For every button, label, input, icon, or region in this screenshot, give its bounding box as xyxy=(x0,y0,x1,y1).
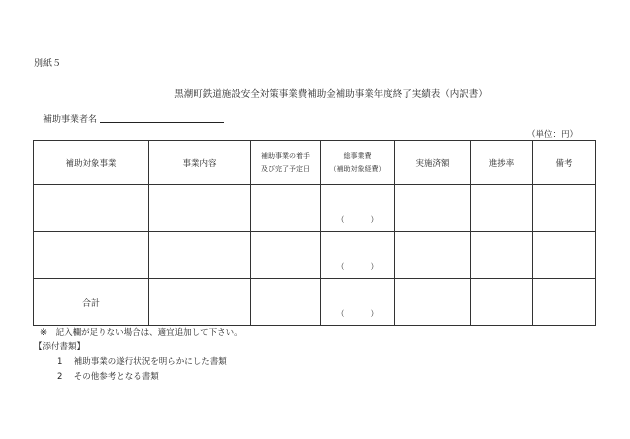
header-total-cost: 総事業費 （補助対象経費） xyxy=(321,141,395,185)
cell-schedule[interactable] xyxy=(251,279,321,326)
total-label: 合計 xyxy=(34,279,149,326)
header-remarks: 備考 xyxy=(533,141,596,185)
header-project-content: 事業内容 xyxy=(149,141,251,185)
attachment-item: 1 補助事業の遂行状況を明らかにした書類 xyxy=(57,357,227,367)
header-target-project: 補助対象事業 xyxy=(34,141,149,185)
cell-total-cost[interactable]: （ ） xyxy=(321,279,395,326)
header-progress-rate: 進捗率 xyxy=(471,141,533,185)
unit-note: （単位：円） xyxy=(526,130,578,140)
cell-project-content[interactable] xyxy=(149,232,251,279)
results-table xyxy=(33,140,596,326)
cell-schedule[interactable] xyxy=(251,232,321,279)
table-row xyxy=(34,185,596,232)
cell-target-project[interactable] xyxy=(34,185,149,232)
cell-project-content[interactable] xyxy=(149,279,251,326)
cell-implemented-amount[interactable] xyxy=(395,232,471,279)
cell-total-cost[interactable]: （ ） xyxy=(321,232,395,279)
cell-schedule[interactable] xyxy=(251,185,321,232)
header-implemented-amount: 実施済額 xyxy=(395,141,471,185)
document-title: 黒潮町鉄道施設安全対策事業費補助金補助事業年度終了実績表（内訳書） xyxy=(174,89,488,100)
attachments-heading: 【添付書類】 xyxy=(34,342,86,352)
applicant-name-label: 補助事業者名 xyxy=(43,115,98,125)
table-header-row xyxy=(34,141,596,185)
header-schedule: 補助事業の着手 及び完了予定日 xyxy=(251,141,321,185)
cell-remarks[interactable] xyxy=(533,232,596,279)
cell-progress-rate[interactable] xyxy=(471,279,533,326)
attachment-item: 2 その他参考となる書類 xyxy=(57,372,159,382)
cell-total-cost[interactable]: （ ） xyxy=(321,185,395,232)
cell-progress-rate[interactable] xyxy=(471,232,533,279)
cell-remarks[interactable] xyxy=(533,279,596,326)
table-total-row xyxy=(34,279,596,326)
cell-implemented-amount[interactable] xyxy=(395,279,471,326)
cell-remarks[interactable] xyxy=(533,185,596,232)
cell-implemented-amount[interactable] xyxy=(395,185,471,232)
cell-target-project[interactable] xyxy=(34,232,149,279)
table-note: ※ 記入欄が足りない場合は、適宜追加して下さい。 xyxy=(40,328,243,338)
applicant-name-line xyxy=(100,122,224,123)
table-row xyxy=(34,232,596,279)
attachment-number: 別紙５ xyxy=(34,59,62,69)
cell-progress-rate[interactable] xyxy=(471,185,533,232)
cell-project-content[interactable] xyxy=(149,185,251,232)
